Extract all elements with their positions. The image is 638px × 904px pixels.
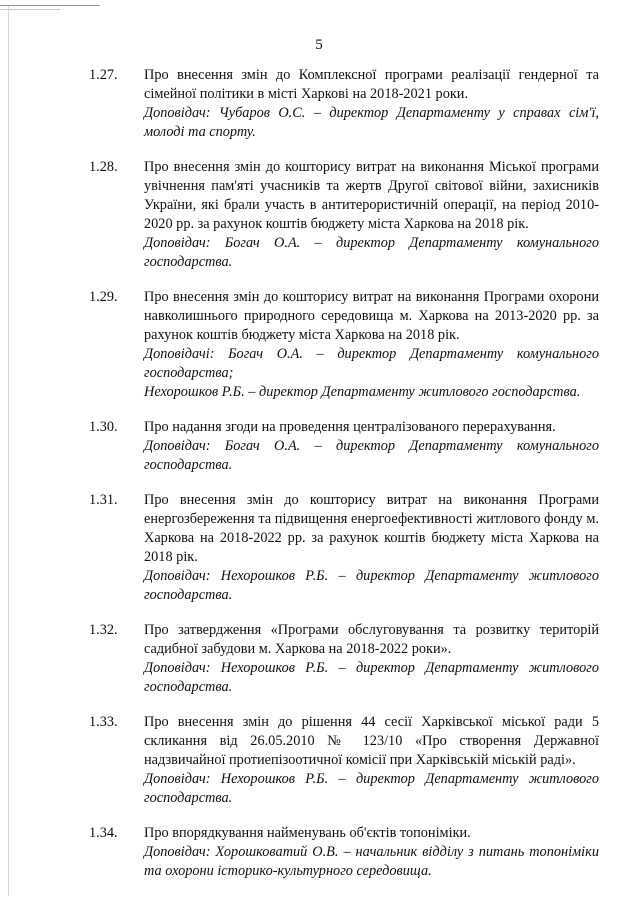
scan-artifact-edge <box>8 6 9 896</box>
agenda-item <box>89 824 599 881</box>
agenda-item-number: 1.30. <box>89 419 118 435</box>
agenda-item-speaker: Доповідачі: Богач О.А. – директор Департаменту комунального господарства; <box>144 346 599 381</box>
agenda-item-speaker: Доповідач: Нехорошков Р.Б. – директор Департаменту житлового господарства. <box>144 660 599 695</box>
agenda-item-body <box>144 491 599 605</box>
agenda-item-body <box>144 418 599 475</box>
agenda-item-body <box>144 66 599 142</box>
agenda-item-body <box>144 158 599 272</box>
agenda-item-speaker: Доповідач: Хорошковатий О.В. – начальник відділу з питань топоніміки та охорони історико-культурного середовища. <box>144 844 599 879</box>
scan-artifact-line <box>0 9 60 10</box>
agenda-item <box>89 418 599 475</box>
agenda-item <box>89 288 599 402</box>
agenda-item-speaker: Доповідач: Нехорошков Р.Б. – директор Департаменту житлового господарства. <box>144 771 599 806</box>
agenda-item-number: 1.33. <box>89 714 118 730</box>
agenda-item <box>89 621 599 697</box>
agenda-item-body <box>144 621 599 697</box>
agenda-item-body <box>144 713 599 808</box>
agenda-item-number: 1.34. <box>89 825 118 841</box>
agenda-item-title: Про затвердження «Програми обслуговування та розвитку територій садибної забудови м. Харкова на 2018-2022 роки». <box>144 622 599 657</box>
agenda-item-number: 1.28. <box>89 159 118 175</box>
agenda-item-number: 1.31. <box>89 492 118 508</box>
agenda-item <box>89 66 599 142</box>
agenda-item <box>89 158 599 272</box>
agenda-item-speaker: Доповідач: Нехорошков Р.Б. – директор Департаменту житлового господарства. <box>144 568 599 603</box>
agenda-list <box>89 66 599 897</box>
agenda-item <box>89 713 599 808</box>
agenda-item-title: Про внесення змін до кошторису витрат на виконання Програми енергозбереження та підвищення енергоефективності житлового фонду м. Харкова на 2018-2022 рр. за рахунок коштів бюджету міста Харкова на 2018 рік. <box>144 492 599 565</box>
agenda-item-body <box>144 824 599 881</box>
agenda-item-speaker: Доповідач: Богач О.А. – директор Департаменту комунального господарства. <box>144 235 599 270</box>
agenda-item-title: Про надання згоди на проведення централізованого перерахування. <box>144 419 556 435</box>
agenda-item-title: Про впорядкування найменувань об'єктів топоніміки. <box>144 825 471 841</box>
scan-artifact-line <box>0 5 100 6</box>
page-number: 5 <box>315 37 323 53</box>
agenda-item-body <box>144 288 599 402</box>
agenda-item-title: Про внесення змін до Комплексної програми реалізації гендерної та сімейної політики в місті Харкові на 2018-2021 роки. <box>144 67 599 102</box>
agenda-item-title: Про внесення змін до кошторису витрат на виконання Міської програми увічнення пам'яті учасників та жертв Другої світової війни, захисників України, які брали участь в антитерористичній операції, на період 2010-2020 рр. за рахунок коштів бюджету міста Харкова на 2018 рік. <box>144 159 599 232</box>
agenda-item-number: 1.32. <box>89 622 118 638</box>
agenda-item <box>89 491 599 605</box>
agenda-item-title: Про внесення змін до кошторису витрат на виконання Програми охорони навколишнього природного середовища м. Харкова на 2013-2020 рр. за рахунок коштів бюджету міста Харкова на 2018 рік. <box>144 289 599 343</box>
agenda-item-speaker: Доповідач: Чубаров О.С. – директор Департаменту у справах сім'ї, молоді та спорту. <box>144 105 599 140</box>
agenda-item-number: 1.27. <box>89 67 118 83</box>
agenda-item-speaker: Нехорошков Р.Б. – директор Департаменту житлового господарства. <box>144 384 581 400</box>
agenda-item-title: Про внесення змін до рішення 44 сесії Харківської міської ради 5 скликання від 26.05.2010 № 123/10 «Про створення Державної надзвичайної протиепізоотичної комісії при Харківській міській раді». <box>144 714 599 768</box>
agenda-item-speaker: Доповідач: Богач О.А. – директор Департаменту комунального господарства. <box>144 438 599 473</box>
agenda-item-number: 1.29. <box>89 289 118 305</box>
